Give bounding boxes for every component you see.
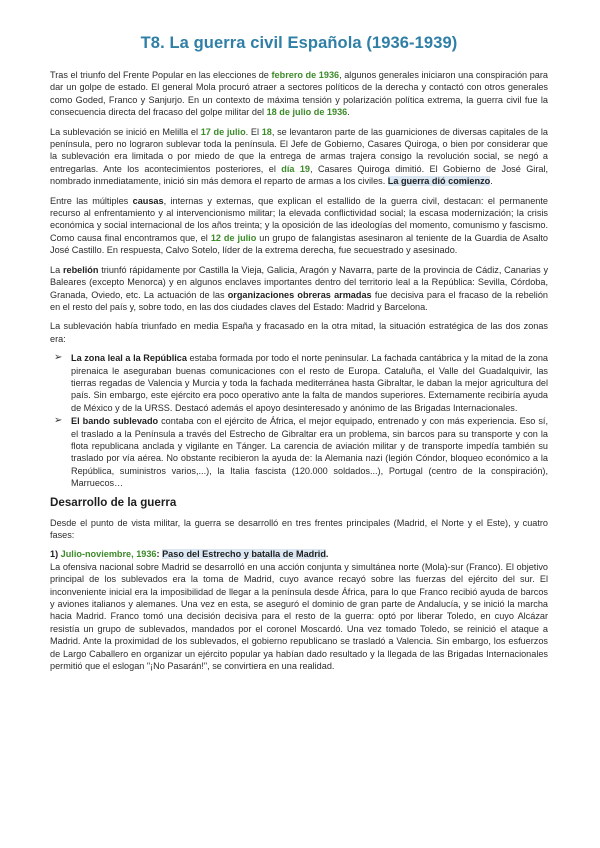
- phase-number: 1): [50, 549, 61, 560]
- bold-organizaciones: organizaciones obreras armadas: [227, 289, 372, 300]
- text: fue decisiva para el fracaso de la rebelión en el resto del país y, sobre todo, en las dos ciudades claves del Estado: Madrid y Barcelona.: [50, 289, 548, 312]
- text: , algunos generales iniciaron una conspiración para dar un golpe de estado. El general Mola procuró atraer a sectores políticos de la derecha y contactó con otros generales como Goded, Franco y Sanjurjo. En un contexto de máxima tensión y polarización política extrema, la guerra civil fue la consecuencia directa del fracaso del golpe militar del: [50, 70, 548, 118]
- bold-rebelion: rebelión: [62, 264, 99, 275]
- text: un grupo de falangistas asesinaron al teniente de la Guardia de Asalto José Castillo. En respuesta, Calvo Sotelo, líder de la extrema derecha, fue secuestrado y asesinado.: [50, 232, 549, 256]
- paragraph-frentes: Desde el punto de vista militar, la guerra se desarrolló en tres frentes principales (Madrid, el Norte y el Este), y cuatro fases:: [50, 517, 548, 540]
- arrow-bullet-icon: ➢: [54, 352, 63, 364]
- list-item: [50, 352, 548, 414]
- text: :: [156, 549, 163, 560]
- text: .: [325, 549, 329, 560]
- text: , internas y externas, que explican el estallido de la guerra civil, destacan: el permanente recurso al enfrentamiento y al intervencionismo militar; la elevada conflictividad social; la escasa modernización; la crisis económica y social internacional de los años treinta; y la oposición de las ideologías del momento, comunismo y fascismo. Como causa final encontramos que, el: [50, 195, 548, 243]
- text: triunfó rápidamente por Castilla la Vieja, Galicia, Aragón y Navarra, parte de la provincia de Cádiz, Canarias y Baleares (excepto Menorca) y en algunos enclaves importantes dentro del territorio leal a la República: Sevilla, Córdoba, Granada, Oviedo, etc. La actuación de las: [50, 264, 549, 300]
- text: , se levantaron parte de las guarniciones de diversas capitales de la península, pero no lograron sublevar toda la península. El Jefe de Gobierno, Casares Quiroga, o bien por considerar que la sublevación era limitada o por miedo de que la entrega de armas trajera consigo la revolución social, se negó a entregarlas. Ante los acontecimientos posteriores, el: [50, 126, 548, 174]
- paragraph-zonas: La sublevación había triunfado en media España y fracasado en la otra mitad, la situación estratégica de las dos zonas era:: [50, 321, 548, 344]
- date-17-julio: 17 de julio: [200, 126, 246, 137]
- phase-1-heading: [50, 548, 548, 560]
- date-feb-1936: febrero de 1936: [271, 70, 340, 80]
- text: , Casares Quiroga dimitió. El Gobierno de José Giral, nombrado inmediatamente, inició sin más demora el reparto de armas a los civiles.: [50, 163, 549, 187]
- date-dia-19: día 19: [281, 163, 311, 174]
- list-item: [50, 415, 548, 489]
- zones-list: [50, 352, 548, 489]
- section-title: Desarrollo de la guerra: [50, 495, 177, 509]
- paragraph-rebelion: [50, 264, 548, 314]
- arrow-bullet-icon: ➢: [54, 415, 63, 427]
- bullet-lead: El bando sublevado: [71, 416, 159, 427]
- text: Entre las múltiples: [50, 195, 133, 206]
- text: .: [347, 107, 350, 118]
- bold-causas: causas: [132, 195, 164, 206]
- bullet-lead: La zona leal a la República: [71, 353, 187, 364]
- paragraph-sublevacion: [50, 126, 548, 188]
- bullet-text: estaba formada por todo el norte peninsular. La fachada cantábrica y la mitad de la zona pirenaica le aseguraban buenas comunicaciones con el resto de Europa. Cataluña, el Valle del Guadalquivir, las tierras regadas de Valencia y Murcia y toda la fachada mediterránea hasta Gibraltar, le daban la mejor agricultura del país. Sin embargo, este ejército era poco operativo ante la falta de mandos superiores. Externamente recibiría ayuda de México y de la URSS. Destacó además el apoyo desinteresado y anónimo de las Brigadas Internacionales.: [71, 353, 548, 413]
- text: Tras el triunfo del Frente Popular en las elecciones de: [50, 70, 272, 80]
- text: . El: [245, 126, 262, 137]
- phase-dates: Julio-noviembre, 1936: [60, 549, 157, 560]
- text: La sublevación se inició en Melilla el: [50, 126, 201, 137]
- date-18-julio-1936: 18 de julio de 1936: [266, 107, 348, 118]
- paragraph-intro: [50, 69, 548, 119]
- date-18: 18: [261, 126, 272, 137]
- bullet-text: contaba con el ejército de África, el mejor equipado, entrenado y con más experiencia. Eso sí, el traslado a la Península a través del Estrecho de Gibraltar era un problema, sin barcos para su transporte y con la flota republicana anclada y vigilante en Tánger. La carencia de aviación militar y de transporte impedía también su traslado por vía aérea. No obstante recibieron la ayuda de: la Alemania nazi (legión Cóndor, bloqueo económico a la República, suministros varios,...), la Italia fascista (120.000 soldados...), Portugal (centro de la conspiración), Marruecos…: [71, 416, 548, 489]
- page-title: T8. La guerra civil Española (1936-1939): [140, 34, 458, 52]
- phase-title: Paso del Estrecho y batalla de Madrid: [162, 549, 326, 560]
- paragraph-ofensiva: La ofensiva nacional sobre Madrid se desarrolló en una acción conjunta y simultánea norte (Mola)-sur (Franco). El objetivo principal de los sublevados era la toma de Madrid, cuyo avance recayó sobre las fuerzas del ejército del sur. El inconveniente inicial era la imposibilidad de llegar a la península desde África, para lo que Franco recibió ayuda de barcos y aviones italianos y alemanes. Una vez en esta, se aseguró el dominio de gran parte de Andalucía, y se inició la marcha hacia Madrid. Franco tomó una decisión decisiva para el resto de la guerra: optó por liberar Toledo, en cuyo Alcázar resistía un grupo de sublevados, mandados por el coronel Moscardó. Una vez tomado Toledo, se reinició el ataque a Madrid. Ante la proximidad de los sublevados, el gobierno republicano se trasladó a Valencia. Sin embargo, los esfuerzos de Largo Caballero en organizar un ejército popular ya habían dado resultado y la llegada de las Brigadas Internacionales permitió que el eslogan "¡No Pasarán!", se convirtiera en una realidad.: [50, 561, 548, 672]
- text: .: [490, 176, 493, 187]
- text: La: [50, 264, 63, 275]
- date-12-julio: 12 de julio: [210, 232, 257, 243]
- paragraph-causas: [50, 195, 548, 257]
- highlight-guerra-comienzo: La guerra dió comienzo: [387, 176, 491, 187]
